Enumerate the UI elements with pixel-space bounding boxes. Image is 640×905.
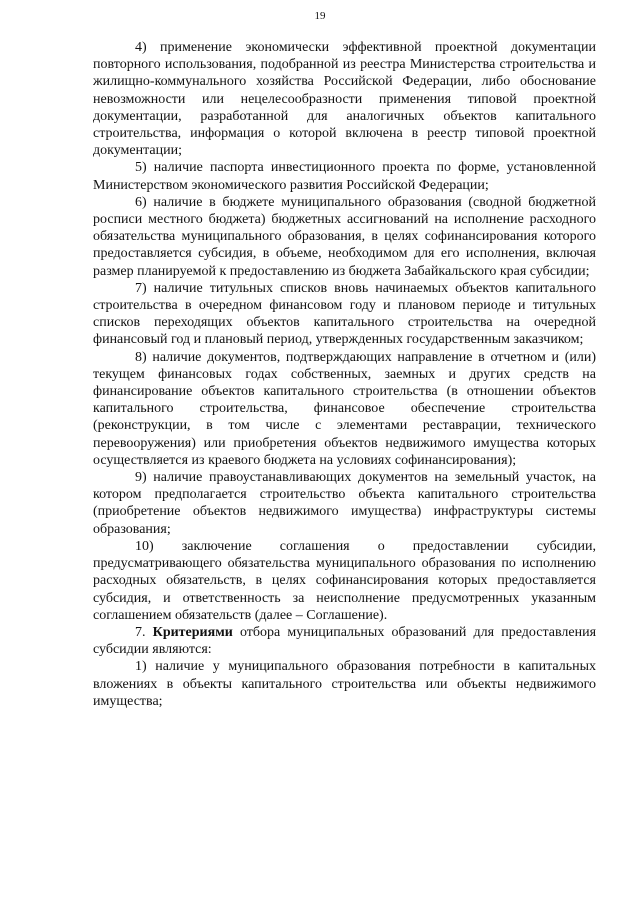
list-item-9: 9) наличие правоустанавливающих документов на земельный участок, на котором предполагается строительство объекта капитального строительства (приобретение объектов недвижимого имущества) инфраструктуры системы образования; bbox=[93, 470, 596, 537]
list-item-5: 5) наличие паспорта инвестиционного проекта по форме, установленной Министерством экономического развития Российской Федерации; bbox=[93, 160, 596, 193]
document-body bbox=[93, 39, 596, 710]
list-item-10: 10) заключение соглашения о предоставлении субсидии, предусматривающего обязательства муниципального образования по исполнению расходных обязательств, в целях софинансирования которых предоставляется субсидия, и ответственность за неисполнение предусмотренных указанным соглашением обязательств (далее – Соглашение). bbox=[93, 538, 596, 623]
section-7-heading bbox=[93, 624, 596, 658]
section-text: отбора муниципальных образований для предоставления субсидии являются: bbox=[93, 624, 597, 658]
list-item-8: 8) наличие документов, подтверждающих направление в отчетном и (или) текущем финансовых годах собственных, заемных и других средств на финансирование объектов капитального строительства (в отношении объектов капитального строительства, финансовое обеспечение строительства (реконструкции, в том числе с элементами реставрации, технического перевооружения) или приобретения объектов недвижимого имущества которых осуществляется из краевого бюджета на условиях софинансирования); bbox=[93, 349, 596, 468]
list-item-6: 6) наличие в бюджете муниципального образования (сводной бюджетной росписи местного бюджета) бюджетных ассигнований на исполнение расходного обязательства муниципального образования, в целях софинансирования которого предоставляется субсидия, в объеме, необходимом для его исполнения, включая размер планируемой к предоставлению из бюджета Забайкальского края субсидии; bbox=[93, 194, 596, 279]
list-item-4: 4) применение экономически эффективной проектной документации повторного использования, подобранной из реестра Министерства строительства и жилищно-коммунального хозяйства Российской Федерации, либо обоснование невозможности или нецелесообразности применения типовой проектной документации, разработанной для аналогичных объектов капитального строительства, информация о которой включена в реестр типовой проектной документации; bbox=[93, 40, 596, 159]
page-number: 19 bbox=[314, 10, 326, 22]
section-number: 7. bbox=[135, 624, 146, 640]
section-emphasis: Критериями bbox=[152, 624, 233, 640]
list-item-7: 7) наличие титульных списков вновь начинаемых объектов капитального строительства в очередном финансовом году и плановом периоде и титульных списков переходящих объектов капитального строительства на очередной финансовый год и плановый период, утвержденных государственным заказчиком; bbox=[93, 280, 596, 348]
criterion-item-1: 1) наличие у муниципального образования потребности в капитальных вложениях в объекты капитального строительства или объекты недвижимого имущества; bbox=[93, 659, 596, 709]
